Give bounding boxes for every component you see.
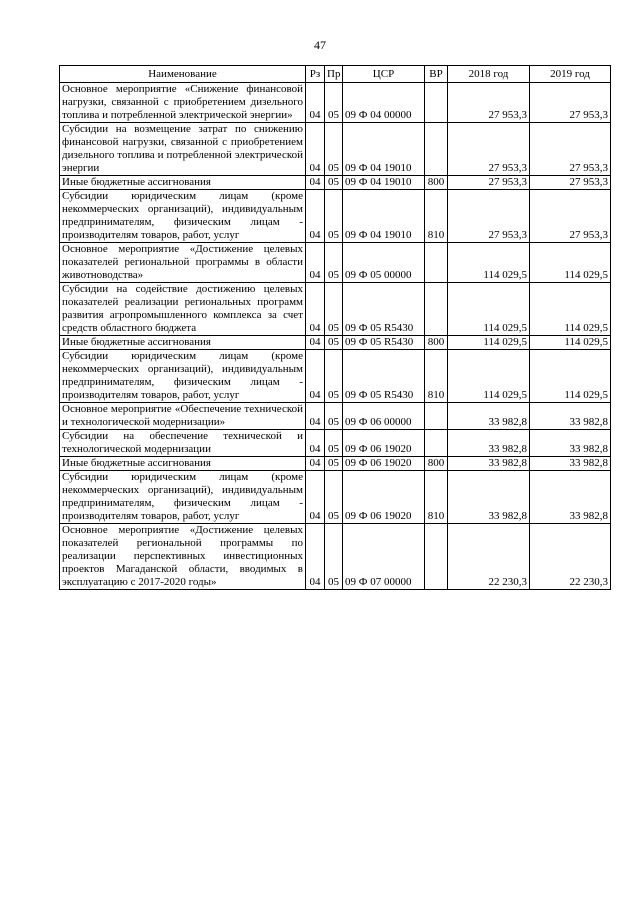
header-name: Наименование: [60, 66, 306, 83]
cell-2019: 33 982,8: [530, 403, 611, 430]
cell-2019: 27 953,3: [530, 83, 611, 123]
cell-vr: 800: [425, 457, 448, 471]
cell-2018: 114 029,5: [448, 336, 530, 350]
cell-2018: 27 953,3: [448, 190, 530, 243]
cell-2018: 33 982,8: [448, 430, 530, 457]
cell-2018: 27 953,3: [448, 83, 530, 123]
cell-2018: 22 230,3: [448, 524, 530, 590]
table-body: [60, 83, 611, 590]
cell-csr: 09 Ф 04 19010: [343, 190, 425, 243]
table-row: [60, 524, 611, 590]
cell-2018: 114 029,5: [448, 243, 530, 283]
cell-name: Основное мероприятие «Обеспечение технической и технологической модернизации»: [60, 403, 306, 430]
cell-csr: 09 Ф 04 00000: [343, 83, 425, 123]
cell-2019: 27 953,3: [530, 123, 611, 176]
cell-name: Субсидии на возмещение затрат по снижению финансовой нагрузки, связанной с приобретением дизельного топлива и потребленной электрической энергии: [60, 123, 306, 176]
cell-vr: 810: [425, 471, 448, 524]
cell-2019: 33 982,8: [530, 471, 611, 524]
cell-rz: 04: [306, 176, 325, 190]
table-row: [60, 430, 611, 457]
table-header-row: [60, 66, 611, 83]
header-2018: 2018 год: [448, 66, 530, 83]
cell-2018: 114 029,5: [448, 350, 530, 403]
cell-vr: [425, 524, 448, 590]
table-row: [60, 190, 611, 243]
cell-name: Основное мероприятие «Достижение целевых показателей региональной программы в области животноводства»: [60, 243, 306, 283]
cell-rz: 04: [306, 283, 325, 336]
cell-pr: 05: [325, 283, 343, 336]
cell-rz: 04: [306, 243, 325, 283]
cell-2019: 22 230,3: [530, 524, 611, 590]
cell-csr: 09 Ф 06 19020: [343, 430, 425, 457]
cell-vr: 810: [425, 350, 448, 403]
cell-rz: 04: [306, 471, 325, 524]
table-row: [60, 471, 611, 524]
cell-2018: 27 953,3: [448, 123, 530, 176]
cell-rz: 04: [306, 190, 325, 243]
cell-vr: 800: [425, 176, 448, 190]
cell-csr: 09 Ф 05 R5430: [343, 336, 425, 350]
cell-vr: [425, 243, 448, 283]
cell-vr: [425, 83, 448, 123]
cell-name: Иные бюджетные ассигнования: [60, 336, 306, 350]
cell-csr: 09 Ф 05 R5430: [343, 283, 425, 336]
cell-name: Субсидии на содействие достижению целевых показателей реализации региональных программ развития агропромышленного комплекса за счет средств областного бюджета: [60, 283, 306, 336]
table-row: [60, 283, 611, 336]
budget-table: [59, 65, 611, 590]
cell-pr: 05: [325, 190, 343, 243]
header-rz: Рз: [306, 66, 325, 83]
cell-2019: 114 029,5: [530, 350, 611, 403]
cell-name: Основное мероприятие «Достижение целевых показателей региональной программы по реализации перспективных инвестиционных проектов Магаданской области, вводимых в эксплуатацию с 2017-2020 годы»: [60, 524, 306, 590]
table-row: [60, 176, 611, 190]
cell-vr: [425, 283, 448, 336]
cell-rz: 04: [306, 350, 325, 403]
cell-csr: 09 Ф 04 19010: [343, 176, 425, 190]
header-csr: ЦСР: [343, 66, 425, 83]
cell-pr: 05: [325, 176, 343, 190]
cell-name: Субсидии юридическим лицам (кроме некоммерческих организаций), индивидуальным предпринимателям, физическим лицам - производителям товаров, работ, услуг: [60, 350, 306, 403]
cell-name: Субсидии юридическим лицам (кроме некоммерческих организаций), индивидуальным предпринимателям, физическим лицам - производителям товаров, работ, услуг: [60, 190, 306, 243]
cell-csr: 09 Ф 06 19020: [343, 457, 425, 471]
page-number: 47: [314, 38, 326, 52]
cell-csr: 09 Ф 06 19020: [343, 471, 425, 524]
cell-rz: 04: [306, 403, 325, 430]
cell-2019: 27 953,3: [530, 190, 611, 243]
cell-rz: 04: [306, 123, 325, 176]
cell-rz: 04: [306, 457, 325, 471]
cell-2019: 114 029,5: [530, 283, 611, 336]
cell-rz: 04: [306, 430, 325, 457]
cell-pr: 05: [325, 83, 343, 123]
cell-2018: 33 982,8: [448, 403, 530, 430]
cell-2018: 33 982,8: [448, 471, 530, 524]
cell-csr: 09 Ф 06 00000: [343, 403, 425, 430]
cell-vr: 810: [425, 190, 448, 243]
cell-name: Субсидии на обеспечение технической и технологической модернизации: [60, 430, 306, 457]
cell-2019: 114 029,5: [530, 243, 611, 283]
header-2019: 2019 год: [530, 66, 611, 83]
cell-vr: 800: [425, 336, 448, 350]
cell-rz: 04: [306, 83, 325, 123]
table-row: [60, 350, 611, 403]
cell-vr: [425, 123, 448, 176]
cell-2018: 33 982,8: [448, 457, 530, 471]
cell-pr: 05: [325, 457, 343, 471]
cell-vr: [425, 430, 448, 457]
cell-pr: 05: [325, 403, 343, 430]
cell-2019: 33 982,8: [530, 430, 611, 457]
table-row: [60, 403, 611, 430]
cell-2018: 27 953,3: [448, 176, 530, 190]
table-row: [60, 83, 611, 123]
cell-rz: 04: [306, 336, 325, 350]
header-vr: ВР: [425, 66, 448, 83]
cell-name: Субсидии юридическим лицам (кроме некоммерческих организаций), индивидуальным предпринимателям, физическим лицам - производителям товаров, работ, услуг: [60, 471, 306, 524]
cell-pr: 05: [325, 524, 343, 590]
table-row: [60, 123, 611, 176]
cell-name: Иные бюджетные ассигнования: [60, 176, 306, 190]
cell-csr: 09 Ф 07 00000: [343, 524, 425, 590]
table-row: [60, 336, 611, 350]
cell-2018: 114 029,5: [448, 283, 530, 336]
cell-2019: 33 982,8: [530, 457, 611, 471]
cell-rz: 04: [306, 524, 325, 590]
cell-csr: 09 Ф 04 19010: [343, 123, 425, 176]
cell-pr: 05: [325, 350, 343, 403]
cell-pr: 05: [325, 243, 343, 283]
cell-2019: 27 953,3: [530, 176, 611, 190]
cell-vr: [425, 403, 448, 430]
cell-2019: 114 029,5: [530, 336, 611, 350]
cell-name: Основное мероприятие «Снижение финансовой нагрузки, связанной с приобретением дизельного топлива и потребленной электрической энергии»: [60, 83, 306, 123]
cell-csr: 09 Ф 05 00000: [343, 243, 425, 283]
cell-pr: 05: [325, 123, 343, 176]
table-row: [60, 457, 611, 471]
cell-csr: 09 Ф 05 R5430: [343, 350, 425, 403]
cell-pr: 05: [325, 336, 343, 350]
header-pr: Пр: [325, 66, 343, 83]
cell-name: Иные бюджетные ассигнования: [60, 457, 306, 471]
cell-pr: 05: [325, 430, 343, 457]
table-row: [60, 243, 611, 283]
cell-pr: 05: [325, 471, 343, 524]
